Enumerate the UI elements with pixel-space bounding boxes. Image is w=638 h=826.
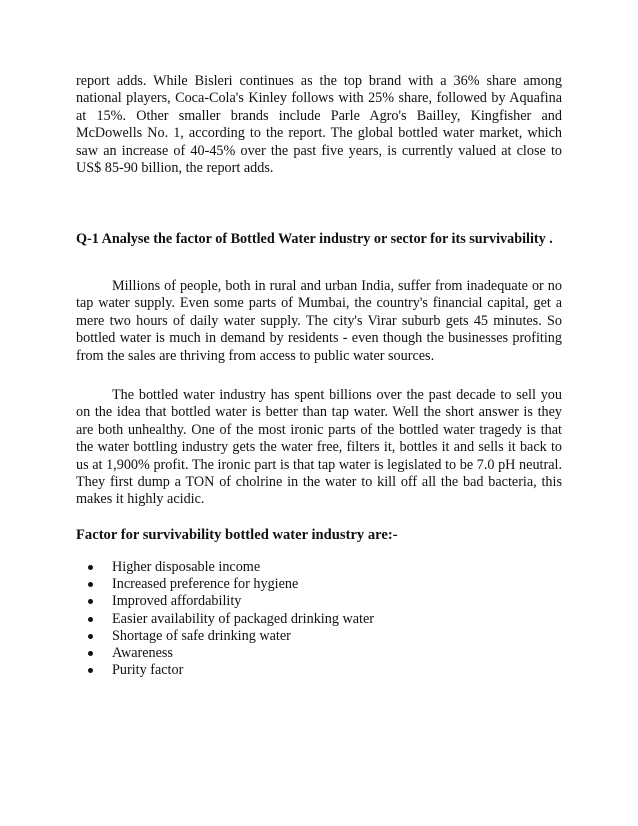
list-item-label: Purity factor <box>112 662 184 679</box>
bullet-icon <box>88 651 93 656</box>
list-item <box>88 576 374 593</box>
list-item <box>88 593 374 610</box>
bullet-icon <box>88 582 93 587</box>
bullet-icon <box>88 668 93 673</box>
list-item-label: Awareness <box>112 645 173 662</box>
question-heading: Q-1 Analyse the factor of Bottled Water industry or sector for its survivability . <box>76 231 553 247</box>
bullet-icon <box>88 617 93 622</box>
paragraph-market-share: report adds. While Bisleri continues as the top brand with a 36% share among national players, Coca-Cola's Kinley follows with 25% share, followed by Aquafina at 15%. Other smaller brands include Parle Agro's Bailley, Kingfisher and McDowells No. 1, according to the report. The global bottled water market, which saw an increase of 40-45% over the past five years, is currently valued at close to US$ 85-90 billion, the report adds. <box>76 73 562 177</box>
bullet-icon <box>88 634 93 639</box>
list-item-label: Shortage of safe drinking water <box>112 627 291 644</box>
factors-list <box>88 559 374 679</box>
list-item <box>88 611 374 628</box>
list-item <box>88 662 374 679</box>
bullet-icon <box>88 599 93 604</box>
list-item <box>88 628 374 645</box>
list-item-label: Improved affordability <box>112 593 242 610</box>
list-item <box>88 645 374 662</box>
list-item <box>88 559 374 576</box>
paragraph-water-supply: Millions of people, both in rural and urban India, suffer from inadequate or no tap water supply. Even some parts of Mumbai, the country's financial capital, get a mere two hours of daily water supply. The city's Virar suburb gets 45 minutes. So bottled water is much in demand by residents - even though the businesses profiting from the sales are thriving from access to public water sources. <box>76 278 562 364</box>
paragraph-industry-critique: The bottled water industry has spent billions over the past decade to sell you on the idea that bottled water is better than tap water. Well the short answer is they are both unhealthy. One of the most ironic parts of the bottled water tragedy is that the water bottling industry gets the water free, filters it, bottles it and sells it back to us at 1,900% profit. The ironic part is that tap water is legislated to be 7.0 pH neutral. They first dump a TON of cholrine in the water to kill off all the bad bacteria, this makes it highly acidic. <box>76 387 562 508</box>
list-item-label: Increased preference for hygiene <box>112 576 299 593</box>
factors-heading: Factor for survivability bottled water industry are:- <box>76 527 398 543</box>
list-item-label: Easier availability of packaged drinking water <box>112 610 374 627</box>
bullet-icon <box>88 565 93 570</box>
list-item-label: Higher disposable income <box>112 559 261 575</box>
